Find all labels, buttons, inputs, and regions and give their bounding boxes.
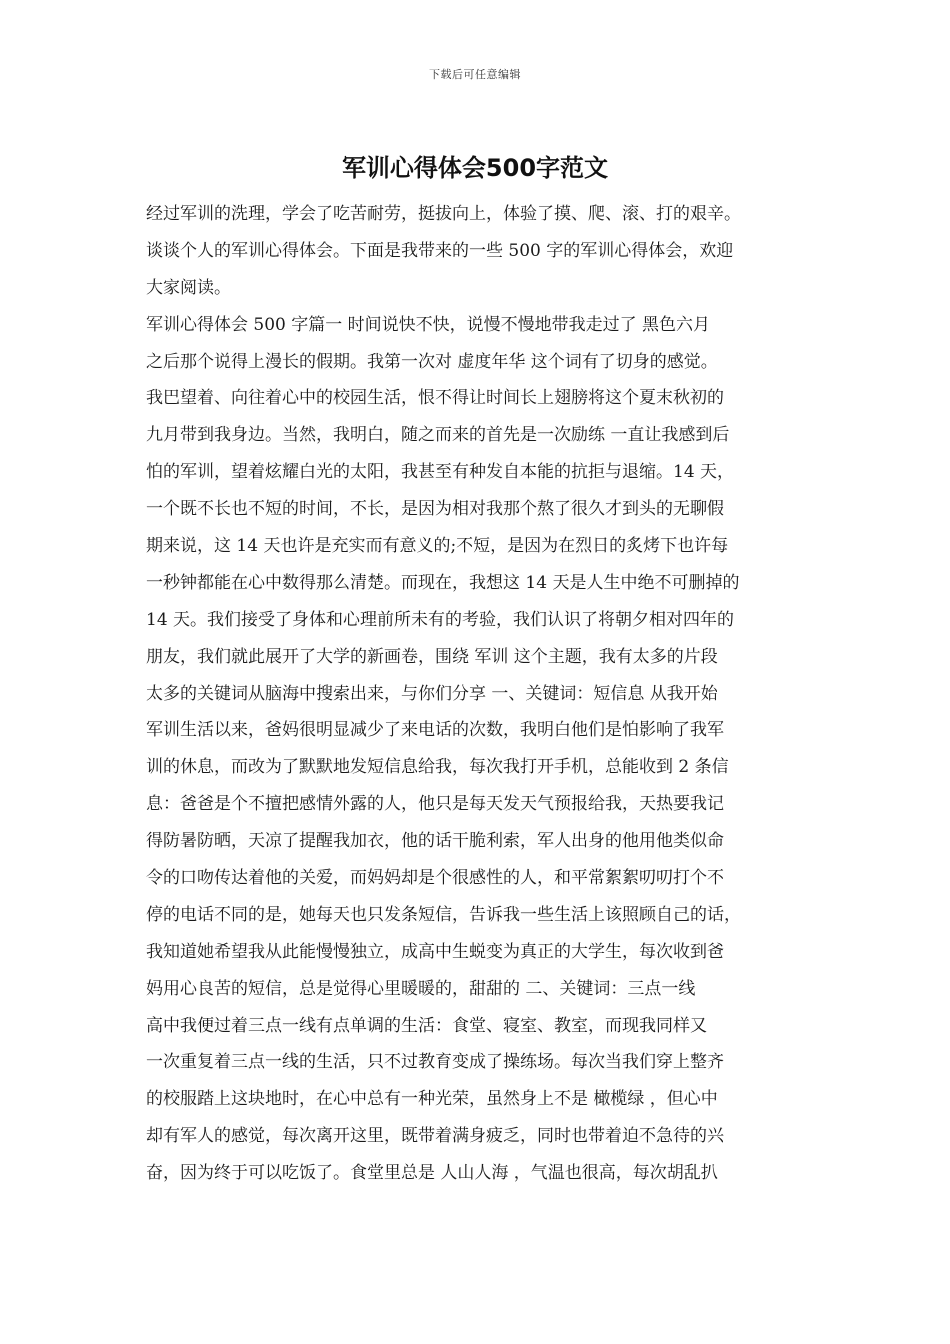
body-line: 停的电话不同的是，她每天也只发条短信，告诉我一些生活上该照顾自己的话， [146, 904, 741, 925]
body-line: 怕的军训，望着炫耀白光的太阳，我甚至有种发自本能的抗拒与退缩。14 天， [146, 462, 735, 483]
body-line: 训的休息，而改为了默默地发短信息给我，每次我打开手机，总能收到 2 条信 [146, 757, 729, 778]
body-line: 一秒钟都能在心中数得那么清楚。而现在，我想这 14 天是人生中绝不可删掉的 [146, 572, 740, 593]
body-line: 大家阅读。 [146, 277, 231, 298]
body-line: 却有军人的感觉，每次离开这里，既带着满身疲乏，同时也带着迫不急待的兴 [146, 1126, 724, 1147]
body-line: 之后那个说得上漫长的假期。我第一次对 虚度年华 这个词有了切身的感觉。 [146, 351, 718, 372]
body-line: 得防暑防晒，天凉了提醒我加衣，他的话干脆利索，军人出身的他用他类似命 [146, 831, 724, 852]
body-line: 一个既不长也不短的时间，不长，是因为相对我那个熬了很久才到头的无聊假 [146, 499, 724, 520]
header-note: 下载后可任意编辑 [429, 68, 521, 81]
body-line: 九月带到我身边。当然，我明白，随之而来的首先是一次励练 一直让我感到后 [146, 425, 730, 446]
body-line: 的校服踏上这块地时，在心中总有一种光荣，虽然身上不是 橄榄绿 ，但心中 [146, 1089, 718, 1110]
body-line: 朋友，我们就此展开了大学的新画卷，围绕 军训 这个主题，我有太多的片段 [146, 646, 718, 667]
body-line: 军训生活以来，爸妈很明显减少了来电话的次数，我明白他们是怕影响了我军 [146, 720, 724, 741]
body-line: 军训心得体会 500 字篇一 时间说快不快，说慢不慢地带我走过了 黑色六月 [146, 314, 711, 335]
body-line: 我巴望着、向往着心中的校园生活，恨不得让时间长上翅膀将这个夏末秋初的 [146, 388, 724, 409]
body-line: 14 天。我们接受了身体和心理前所未有的考验，我们认识了将朝夕相对四年的 [146, 609, 735, 630]
body-line: 我知道她希望我从此能慢慢独立，成高中生蜕变为真正的大学生，每次收到爸 [146, 941, 724, 962]
body-line: 经过军训的洗理，学会了吃苦耐劳，挺拔向上，体验了摸、爬、滚、打的艰辛。 [146, 204, 741, 224]
body-line: 一次重复着三点一线的生活，只不过教育变成了操练场。每次当我们穿上整齐 [146, 1052, 724, 1073]
body-line: 妈用心良苦的短信，总是觉得心里暖暖的，甜甜的 二、关键词：三点一线 [146, 978, 696, 999]
document-title: 军训心得体会500字范文 [341, 154, 609, 182]
body-line: 期来说，这 14 天也许是充实而有意义的;不短，是因为在烈日的炙烤下也许每 [146, 536, 729, 557]
body-line: 谈谈个人的军训心得体会。下面是我带来的一些 500 字的军训心得体会，欢迎 [146, 240, 734, 261]
body-line: 令的口吻传达着他的关爱，而妈妈却是个很感性的人，和平常絮絮叨叨打个不 [146, 868, 724, 889]
body-line: 奋，因为终于可以吃饭了。食堂里总是 人山人海 ，气温也很高，每次胡乱扒 [146, 1163, 718, 1184]
body-line: 息：爸爸是个不擅把感情外露的人，他只是每天发天气预报给我，天热要我记 [146, 794, 724, 815]
body-line: 太多的关键词从脑海中搜索出来，与你们分享 一、关键词：短信息 从我开始 [146, 683, 718, 704]
body-line: 高中我便过着三点一线有点单调的生活：食堂、寝室、教室，而现我同样又 [146, 1015, 707, 1036]
document-body [146, 196, 806, 1192]
